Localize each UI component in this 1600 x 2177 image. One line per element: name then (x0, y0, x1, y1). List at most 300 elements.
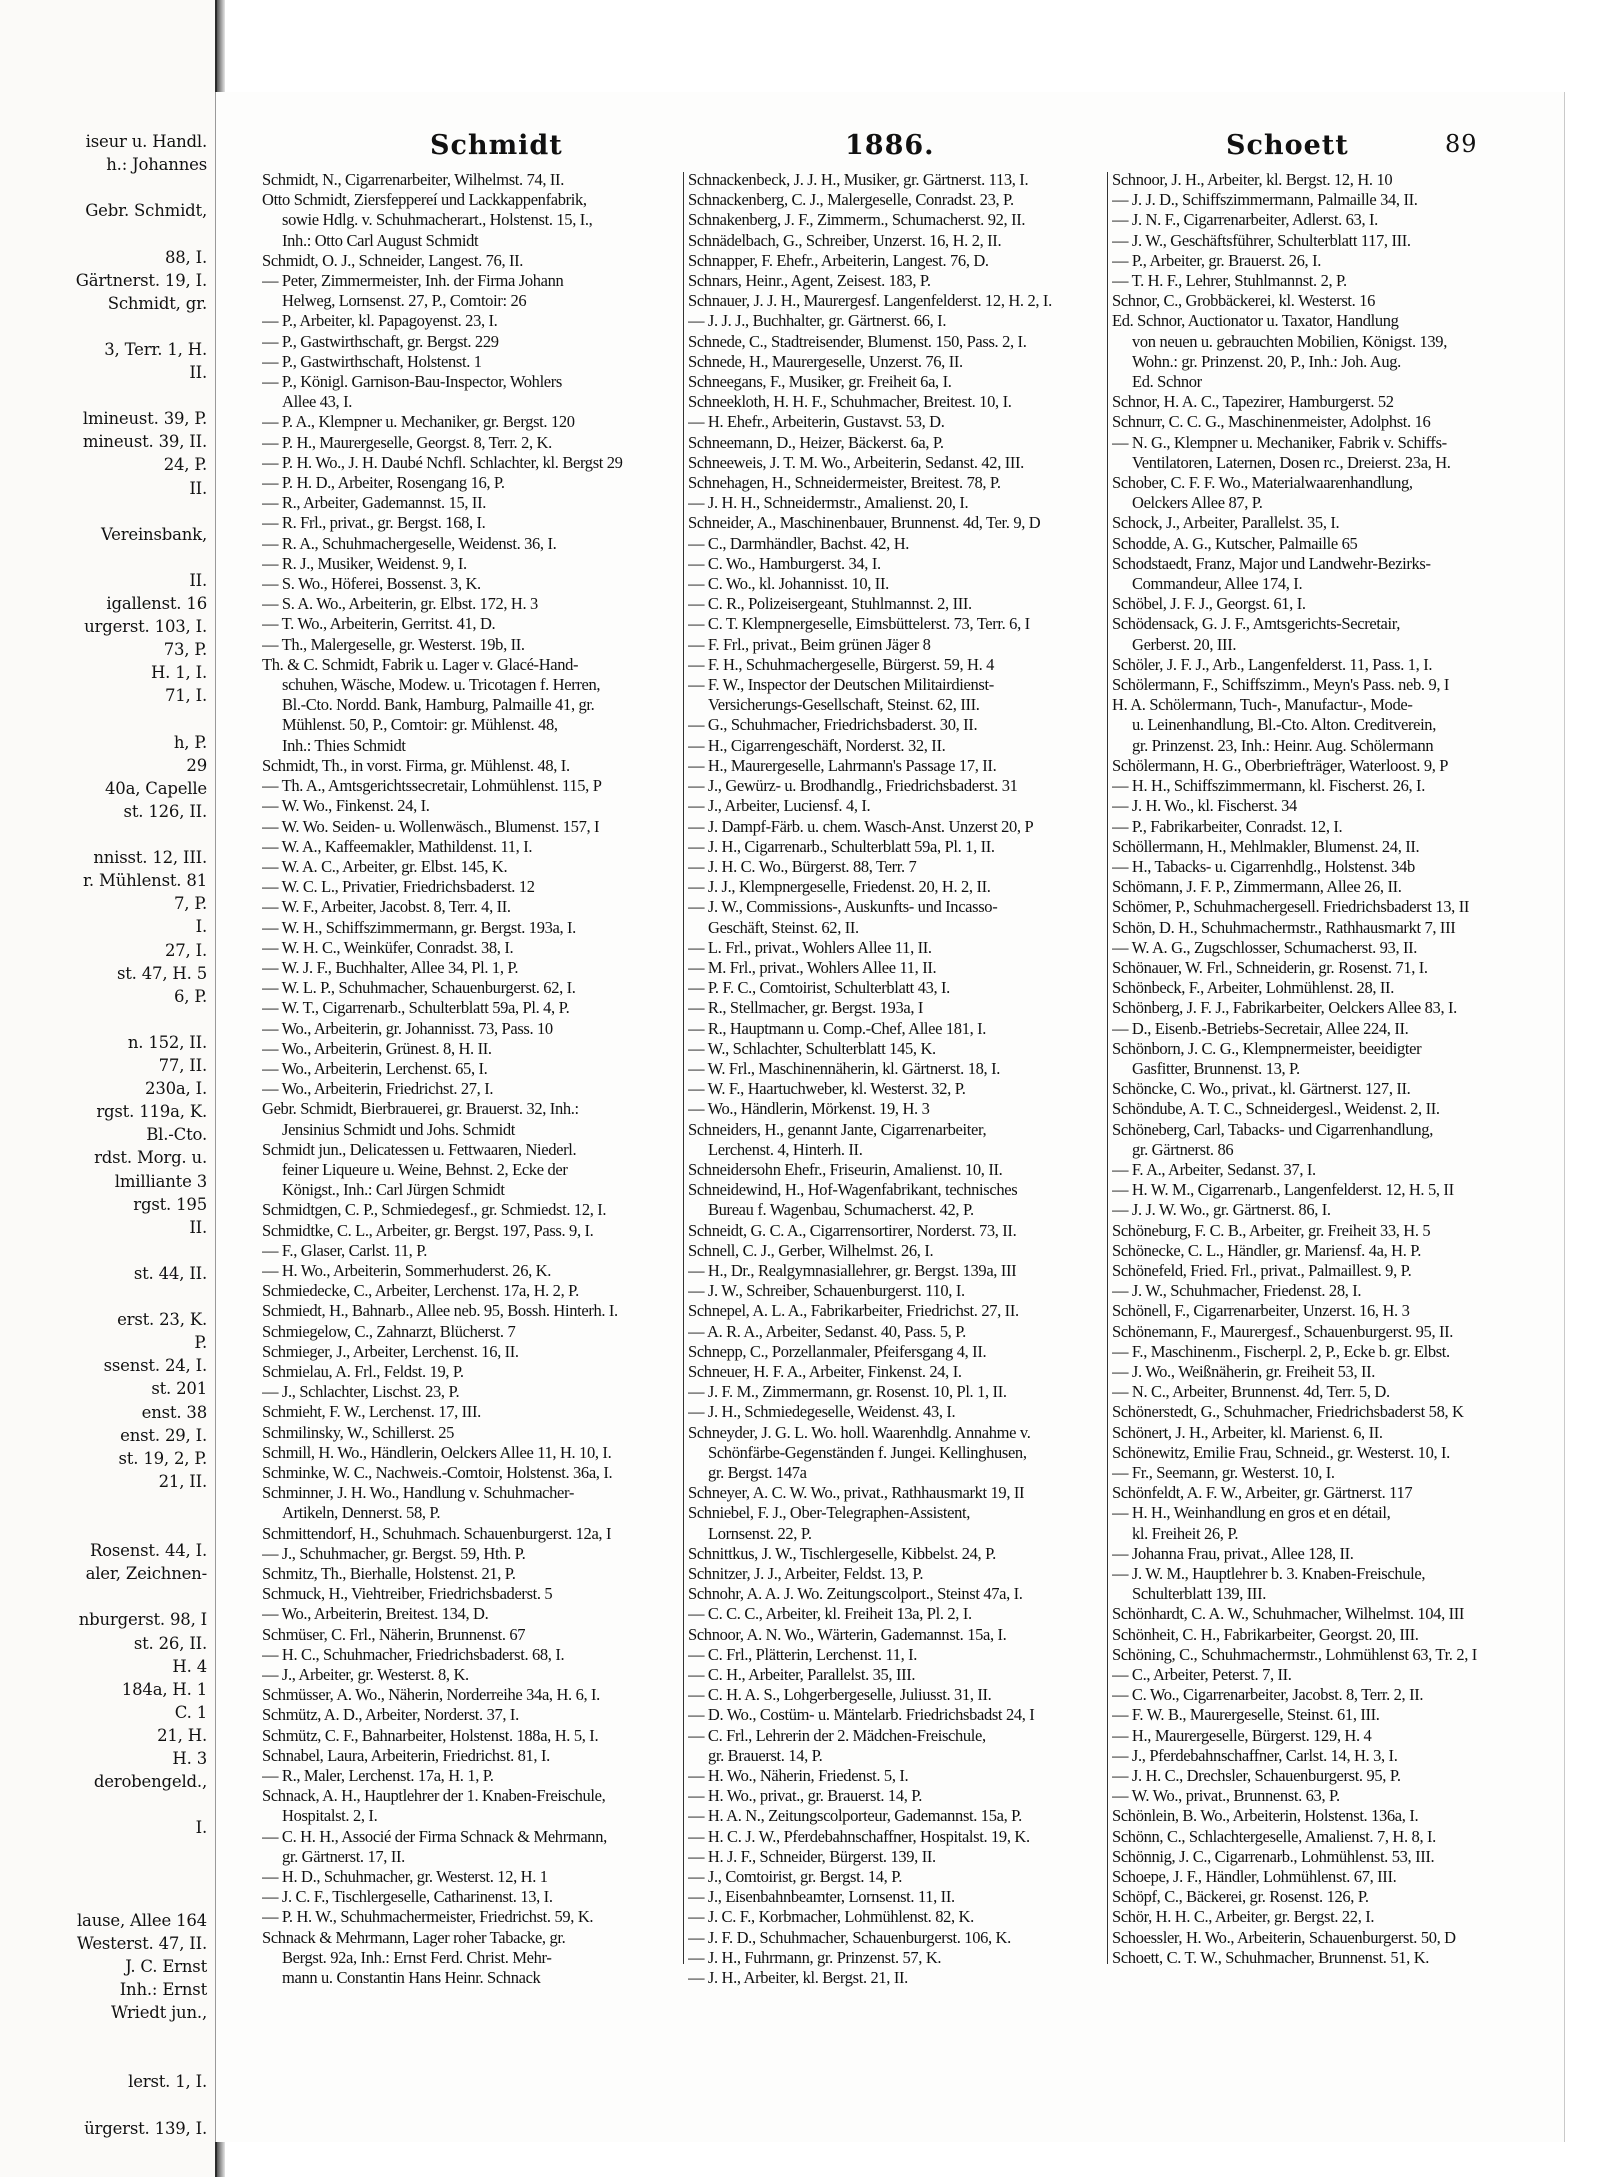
directory-entry-line: Wohn.: gr. Prinzenst. 20, P., Inh.: Joh. Aug. (1132, 351, 1401, 371)
directory-entry-line: — Johanna Frau, privat., Allee 128, II. (1112, 1543, 1354, 1563)
directory-entry-line: — J. H. C., Drechsler, Schauenburgerst. 95, P. (1112, 1766, 1401, 1786)
directory-entry-line: Helweg, Lornsenst. 27, P., Comtoir: 26 (282, 291, 527, 311)
directory-entry-line: — C. Frl., Lehrerin der 2. Mädchen-Freischule, (688, 1725, 986, 1745)
directory-entry-line: — H. W. M., Cigarrenarb., Langenfelderst. 12, H. 5, II (1112, 1180, 1454, 1200)
directory-entry-line: Geschäft, Steinst. 62, II. (708, 917, 859, 937)
directory-entry-line: Schödensack, G. J. F., Amtsgerichts-Secretair, (1112, 614, 1401, 634)
directory-entry-line: Commandeur, Allee 174, I. (1132, 574, 1303, 594)
directory-entry-line: schuhen, Wäsche, Modew. u. Tricotagen f. Herren, (282, 675, 601, 695)
page-number: 89 (1445, 130, 1478, 158)
directory-entry-line: Schmiegelow, C., Zahnarzt, Blücherst. 7 (262, 1321, 516, 1341)
directory-entry-line: Schniebel, F. J., Ober-Telegraphen-Assistent, (688, 1503, 971, 1523)
previous-page-line: 27, I. (164, 940, 207, 960)
directory-entry-line: Schnohr, A. A. J. Wo. Zeitungscolport., Steinst 47a, I. (688, 1584, 1023, 1604)
directory-entry-line: — W. Wo., privat., Brunnenst. 63, P. (1112, 1786, 1340, 1806)
directory-entry-line: Lornsenst. 22, P. (708, 1523, 812, 1543)
directory-entry-line: Schöpf, C., Bäckerei, gr. Rosenst. 126, P. (1112, 1887, 1369, 1907)
previous-page-line: 77, II. (158, 1056, 207, 1075)
directory-entry-line: — S. A. Wo., Arbeiterin, gr. Elbst. 172, H. 3 (262, 594, 538, 614)
directory-entry-line: — J. H., Fuhrmann, gr. Prinzenst. 57, K. (688, 1947, 942, 1967)
directory-entry-line: Schmidtgen, C. P., Schmiedegesf., gr. Schmiedst. 12, I. (262, 1200, 607, 1220)
directory-entry-line: Schöneburg, F. C. B., Arbeiter, gr. Freiheit 33, H. 5 (1112, 1220, 1431, 1240)
directory-entry-line: Bureau f. Wagenbau, Schumacherst. 42, P. (708, 1200, 974, 1220)
directory-entry-line: feiner Liqueure u. Weine, Behnst. 2, Ecke der (282, 1159, 568, 1179)
previous-page-line: lmilliante 3 (114, 1171, 207, 1191)
directory-entry-line: Schmiedecke, C., Arbeiter, Lerchenst. 17a, H. 2, P. (262, 1281, 579, 1301)
previous-page-line: lmineust. 39, P. (82, 409, 207, 429)
directory-entry-line: Schönfärbe-Gegenständen f. Jungei. Kellinghusen, (708, 1442, 1027, 1462)
directory-entry-line: — J. H., Arbeiter, kl. Bergst. 21, II. (688, 1968, 908, 1988)
previous-page-line: 3, Terr. 1, H. (104, 339, 207, 359)
directory-entry-line: Bl.-Cto. Nordd. Bank, Hamburg, Palmaille 41, gr. (282, 695, 595, 715)
directory-entry-line: mann u. Constantin Hans Heinr. Schnack (282, 1968, 541, 1988)
directory-entry-line: — J. W., Schreiber, Schauenburgerst. 110, I. (688, 1281, 965, 1301)
directory-entry-line: — J. F. D., Schuhmacher, Schauenburgerst. 106, K. (688, 1927, 1011, 1947)
directory-entry-line: — Fr., Seemann, gr. Westerst. 10, I. (1112, 1463, 1335, 1482)
directory-entry-line: — F., Maschinenm., Fischerpl. 2, P., Ecke b. gr. Elbst. (1112, 1341, 1450, 1361)
directory-entry-line: — J. C. F., Korbmacher, Lohmühlenst. 82, K. (688, 1907, 974, 1927)
directory-entry-line: — C. R., Polizeisergeant, Stuhlmannst. 2, III. (688, 594, 972, 614)
directory-entry-line: — F. Frl., privat., Beim grünen Jäger 8 (688, 634, 931, 654)
directory-entry-line: — J., Schlachter, Lischst. 23, P. (262, 1382, 460, 1402)
previous-page-line: Westerst. 47, II. (76, 1933, 207, 1953)
directory-entry-line: Schneuer, H. F. A., Arbeiter, Finkenst. 24, I. (688, 1361, 962, 1381)
previous-page-line: H. 1, I. (150, 663, 207, 683)
directory-entry-line: Schnack, A. H., Hauptlehrer der 1. Knaben-Freischule, (262, 1786, 606, 1806)
previous-page-line: 230a, I. (145, 1079, 207, 1099)
directory-entry-line: — J., Arbeiter, gr. Westerst. 8, K. (262, 1665, 469, 1685)
directory-entry-line: Schmidt jun., Delicatessen u. Fettwaaren, Niederl. (262, 1139, 577, 1159)
directory-entry-line: Schnepel, A. L. A., Fabrikarbeiter, Friedrichst. 27, II. (688, 1301, 1019, 1321)
directory-entry-line: Schnakenberg, J. F., Zimmerm., Schumacherst. 92, II. (688, 210, 1026, 230)
directory-entry-line: — T. Wo., Arbeiterin, Gerritst. 41, D. (262, 614, 496, 634)
directory-entry-line: sowie Hdlg. v. Schuhmacherart., Holstenst. 15, I., (282, 210, 593, 230)
directory-entry-line: — P. H. W., Schuhmachermeister, Friedrichst. 59, K. (262, 1907, 594, 1927)
directory-entry-line: Ed. Schnor (1132, 372, 1202, 392)
directory-entry-line: gr. Brauerst. 14, P. (708, 1745, 823, 1765)
directory-entry-line: — W. A. C., Arbeiter, gr. Elbst. 145, K. (262, 856, 508, 876)
directory-entry-line: Schmüser, C. Frl., Näherin, Brunnenst. 67 (262, 1624, 526, 1644)
header-left-catchword: Schmidt (430, 130, 563, 161)
directory-entry-line: Schömer, P., Schuhmachergesell. Friedrichsbaderst 13, II (1112, 897, 1470, 917)
directory-entry-line: — A. R. A., Arbeiter, Sedanst. 40, Pass. 5, P. (688, 1321, 966, 1341)
directory-entry-line: Schönauer, W. Frl., Schneiderin, gr. Rosenst. 71, I. (1112, 957, 1428, 977)
directory-entry-line: — R., Maler, Lerchenst. 17a, H. 1, P. (262, 1766, 494, 1786)
directory-entry-line: Bergst. 92a, Inh.: Ernst Ferd. Christ. Mehr- (282, 1947, 552, 1967)
directory-entry-line: Schnell, C. J., Gerber, Wilhelmst. 26, I. (688, 1240, 934, 1260)
directory-entry-line: Artikeln, Dennerst. 58, P. (282, 1503, 441, 1523)
directory-entry-line: Schönecke, C. L., Händler, gr. Mariensf. 4a, H. P. (1112, 1240, 1422, 1260)
column-rule (1107, 172, 1108, 1964)
previous-page-line: st. 47, H. 5 (116, 963, 207, 983)
directory-entry-line: Schönheit, C. H., Fabrikarbeiter, Georgst. 20, III. (1112, 1624, 1419, 1644)
directory-entry-line: — P. H. D., Arbeiter, Rosengang 16, P. (262, 473, 505, 493)
previous-page-line: Inh.: Ernst (119, 1980, 207, 1999)
directory-entry-line: — H. C., Schuhmacher, Friedrichsbaderst. 68, I. (262, 1644, 565, 1664)
directory-entry-line: Schönefeld, Fried. Frl., privat., Palmaillest. 9, P. (1112, 1260, 1412, 1280)
directory-entry-line: Schnars, Heinr., Agent, Zeisest. 183, P. (688, 271, 931, 291)
directory-entry-line: — W. J. F., Buchhalter, Allee 34, Pl. 1, P. (262, 957, 519, 977)
directory-entry-line: — R., Hauptmann u. Comp.-Chef, Allee 181, I. (688, 1018, 987, 1038)
directory-entry-line: — S. Wo., Höferei, Bossenst. 3, K. (262, 574, 481, 594)
directory-entry-line: — F. A., Arbeiter, Sedanst. 37, I. (1112, 1159, 1316, 1179)
directory-entry-line: Th. & C. Schmidt, Fabrik u. Lager v. Glacé-Hand- (262, 654, 579, 674)
directory-entry-line: Schnehagen, H., Schneidermeister, Breitest. 78, P. (688, 473, 1001, 493)
directory-entry-line: Schönewitz, Emilie Frau, Schneid., gr. Westerst. 10, I. (1112, 1442, 1450, 1462)
previous-page-line: II. (189, 570, 207, 590)
previous-page-line: H. 4 (172, 1656, 207, 1676)
directory-entry-line: — H. Wo., Arbeiterin, Sommerhuderst. 26, K. (262, 1260, 551, 1280)
directory-entry-line: — C. H., Arbeiter, Parallelst. 35, III. (688, 1665, 916, 1685)
previous-page-line: J. C. Ernst (125, 1956, 207, 1976)
previous-page-fragment (0, 0, 217, 2177)
directory-entry-line: Schnauer, J. J. H., Maurergesf. Langenfelderst. 12, H. 2, I. (688, 291, 1052, 311)
directory-entry-line: Schnurr, C. C. G., Maschinenmeister, Adolphst. 16 (1112, 412, 1431, 432)
directory-entry-line: — W. Frl., Maschinennäherin, kl. Gärtnerst. 18, I. (688, 1058, 1000, 1078)
directory-entry-line: — F. W. B., Maurergeselle, Steinst. 61, III. (1112, 1705, 1380, 1725)
directory-entry-line: Hospitalst. 2, I. (282, 1806, 378, 1826)
directory-entry-line: — Th., Malergeselle, gr. Westerst. 19b, II. (262, 634, 525, 654)
directory-entry-line: — J. W., Schuhmacher, Friedenst. 28, I. (1112, 1281, 1362, 1301)
previous-page-line: igallenst. 16 (106, 594, 207, 613)
directory-entry-line: Schönnig, J. C., Cigarrenarb., Lohmühlenst. 53, III. (1112, 1846, 1435, 1866)
directory-entry-line: — H. A. N., Zeitungscolporteur, Gademannst. 15a, P. (688, 1806, 1022, 1826)
directory-entry-line: Schnoor, J. H., Arbeiter, kl. Bergst. 12, H. 10 (1112, 170, 1393, 189)
directory-entry-line: Schminner, J. H. Wo., Handlung v. Schuhmacher- (262, 1483, 574, 1503)
previous-page-line: nnisst. 12, III. (93, 848, 207, 868)
directory-entry-line: — J. J. D., Schiffszimmermann, Palmaille 34, II. (1112, 190, 1418, 210)
previous-page-line: Vereinsbank, (100, 524, 207, 544)
directory-entry-line: — W. C. L., Privatier, Friedrichsbaderst. 12 (262, 877, 535, 897)
directory-entry-line: — P., Arbeiter, kl. Papagoyenst. 23, I. (262, 311, 498, 331)
previous-page-line: II. (189, 478, 207, 498)
directory-entry-line: — Th. A., Amtsgerichtssecretair, Lohmühlenst. 115, P (262, 776, 602, 796)
directory-entry-line: — T. H. F., Lehrer, Stuhlmannst. 2, P. (1112, 271, 1347, 291)
directory-entry-line: Schneidt, G. C. A., Cigarrensortirer, Norderst. 73, II. (688, 1220, 1017, 1240)
previous-page-line: 73, P. (163, 640, 207, 660)
previous-page-line: C. 1 (174, 1702, 207, 1722)
directory-entry-line: Schmill, H. Wo., Händlerin, Oelckers Allee 11, H. 10, I. (262, 1442, 612, 1462)
directory-entry-line: — G., Schuhmacher, Friedrichsbaderst. 30, II. (688, 715, 978, 735)
previous-page-line: st. 26, II. (133, 1633, 207, 1653)
directory-entry-line: — P., Fabrikarbeiter, Conradst. 12, I. (1112, 816, 1343, 836)
directory-entry-line: Schoepe, J. F., Händler, Lohmühlenst. 67, III. (1112, 1867, 1397, 1887)
directory-entry-line: Schoessler, H. Wo., Arbeiterin, Schauenburgerst. 50, D (1112, 1927, 1456, 1947)
previous-page-line: 6, P. (174, 986, 207, 1006)
previous-page-line: rgst. 195 (133, 1194, 207, 1214)
directory-entry-line: — H., Maurergeselle, Bürgerst. 129, H. 4 (1112, 1725, 1372, 1745)
directory-entry-line: Schöler, J. F. J., Arb., Langenfelderst. 11, Pass. 1, I. (1112, 654, 1433, 674)
directory-entry-line: — P., Gastwirthschaft, Holstenst. 1 (262, 351, 482, 371)
directory-entry-line: Schneegans, F., Musiker, gr. Freiheit 6a, I. (688, 372, 952, 392)
directory-entry-line: — Wo., Arbeiterin, Breitest. 134, D. (262, 1604, 489, 1624)
directory-entry-line: Schneeweis, J. T. M. Wo., Arbeiterin, Sedanst. 42, III. (688, 452, 1024, 472)
directory-entry-line: Schönhardt, C. A. W., Schuhmacher, Wilhelmst. 104, III (1112, 1604, 1465, 1624)
directory-entry-line: — C., Darmhändler, Bachst. 42, H. (688, 533, 910, 553)
directory-entry-line: Schneemann, D., Heizer, Bäckerst. 6a, P. (688, 432, 944, 452)
directory-entry-line: Schmitz, Th., Bierhalle, Holstenst. 21, P. (262, 1564, 516, 1584)
directory-entry-line: Schmiedt, H., Bahnarb., Allee neb. 95, Bossh. Hinterh. I. (262, 1301, 618, 1321)
directory-entry-line: — P. F. C., Comtoirist, Schulterblatt 43, I. (688, 978, 950, 998)
previous-page-line: enst. 38 (141, 1402, 207, 1422)
previous-page-line: II. (189, 1217, 207, 1237)
directory-entry-line: — J., Eisenbahnbeamter, Lornsenst. 11, II. (688, 1887, 955, 1907)
directory-entry-line: Schmütz, C. F., Bahnarbeiter, Holstenst. 188a, H. 5, I. (262, 1725, 599, 1745)
directory-entry-line: Schönn, C., Schlachtergeselle, Amalienst. 7, H. 8, I. (1112, 1826, 1436, 1846)
previous-page-line: 71, I. (164, 686, 207, 706)
directory-entry-line: Schölermann, F., Schiffszimm., Meyn's Pass. neb. 9, I (1112, 675, 1450, 695)
previous-page-line: Gärtnerst. 19, I. (75, 270, 207, 290)
directory-entry-line: — W. A. G., Zugschlosser, Schumacherst. 93, II. (1112, 937, 1418, 957)
directory-entry-line: — C. C. C., Arbeiter, kl. Freiheit 13a, Pl. 2, I. (688, 1604, 972, 1624)
previous-page-line: h, P. (173, 732, 207, 752)
directory-column-1 (262, 170, 680, 2110)
directory-entry-line: — J. W. M., Hauptlehrer b. 3. Knaben-Freischule, (1112, 1564, 1426, 1584)
directory-entry-line: Schnor, C., Grobbäckerei, kl. Westerst. 16 (1112, 291, 1375, 311)
directory-entry-line: Lerchenst. 4, Hinterh. II. (708, 1139, 863, 1159)
directory-entry-line: — H. Wo., privat., gr. Brauerst. 14, P. (688, 1786, 923, 1806)
directory-entry-line: Schönberg, J. F. J., Fabrikarbeiter, Oelckers Allee 83, I. (1112, 998, 1457, 1018)
directory-entry-line: — C. H. H., Associé der Firma Schnack & Mehrmann, (262, 1826, 607, 1846)
directory-entry-line: — J. W., Geschäftsführer, Schulterblatt 117, III. (1112, 230, 1411, 250)
directory-entry-line: — Wo., Arbeiterin, gr. Johannisst. 73, Pass. 10 (262, 1018, 553, 1038)
previous-page-line: iseur u. Handl. (85, 132, 207, 151)
directory-entry-line: — J., Comtoirist, gr. Bergst. 14, P. (688, 1867, 903, 1887)
directory-entry-line: — J., Schuhmacher, gr. Bergst. 59, Hth. P. (262, 1543, 526, 1563)
directory-entry-line: — P. H. Wo., J. H. Daubé Nchfl. Schlachter, kl. Bergst 29 (262, 452, 623, 472)
previous-page-line: 21, H. (157, 1725, 207, 1745)
directory-entry-line: — L. Frl., privat., Wohlers Allee 11, II. (688, 937, 932, 957)
previous-page-line: st. 126, II. (123, 801, 207, 821)
directory-entry-line: — J. C. F., Tischlergeselle, Catharinenst. 13, I. (262, 1887, 553, 1907)
directory-entry-line: Schnackenberg, C. J., Malergeselle, Conradst. 23, P. (688, 190, 1014, 210)
directory-entry-line: Schneyer, A. C. W. Wo., privat., Rathhausmarkt 19, II (688, 1483, 1025, 1503)
directory-entry-line: — F. H., Schuhmachergeselle, Bürgerst. 59, H. 4 (688, 654, 995, 674)
directory-entry-line: Schnittkus, J. W., Tischlergeselle, Kibbelst. 24, P. (688, 1543, 996, 1563)
directory-entry-line: — Wo., Arbeiterin, Grünest. 8, H. II. (262, 1038, 492, 1058)
directory-entry-line: Schöneberg, Carl, Tabacks- und Cigarrenhandlung, (1112, 1119, 1433, 1139)
previous-page-line: 29 (186, 755, 207, 775)
directory-entry-line: Schölermann, H. G., Oberbriefträger, Waterloost. 9, P (1112, 755, 1449, 775)
directory-entry-line: Schmittendorf, H., Schuhmach. Schauenburgerst. 12a, I (262, 1523, 612, 1543)
previous-page-line: erst. 23, K. (117, 1310, 207, 1330)
directory-entry-line: — F., Glaser, Carlst. 11, P. (262, 1240, 427, 1260)
previous-page-line: rdst. Morg. u. (94, 1148, 207, 1168)
directory-entry-line: Schmidt, O. J., Schneider, Langest. 76, II. (262, 250, 524, 270)
directory-entry-line: Schnädelbach, G., Schreiber, Unzerst. 16, H. 2, II. (688, 230, 1002, 250)
directory-entry-line: — C. T. Klempnergeselle, Eimsbüttelerst. 73, Terr. 6, I (688, 614, 1030, 634)
directory-entry-line: — R., Arbeiter, Gademannst. 15, II. (262, 493, 486, 513)
directory-entry-line: Schminke, W. C., Nachweis.-Comtoir, Holstenst. 36a, I. (262, 1463, 613, 1482)
directory-entry-line: — H. Ehefr., Arbeiterin, Gustavst. 53, D. (688, 412, 945, 432)
directory-entry-line: Schöbel, J. F. J., Georgst. 61, I. (1112, 594, 1306, 614)
directory-entry-line: — H. H., Schiffszimmermann, kl. Fischerst. 26, I. (1112, 776, 1425, 796)
previous-page-line: Wriedt jun., (110, 2003, 207, 2023)
previous-page-line: I. (195, 917, 207, 937)
previous-page-line: 24, P. (163, 455, 207, 475)
directory-entry-line: — J. H. H., Schneidermstr., Amalienst. 20, I. (688, 493, 969, 513)
previous-page-line: H. 3 (172, 1749, 207, 1768)
directory-entry-line: — D. Wo., Costüm- u. Mäntelarb. Friedrichsbadst 24, I (688, 1705, 1035, 1725)
directory-entry-line: — H. C. J. W., Pferdebahnschaffner, Hospitalst. 19, K. (688, 1826, 1030, 1846)
directory-entry-line: Ventilatoren, Laternen, Dosen rc., Dreierst. 23a, H. (1132, 452, 1451, 472)
directory-entry-line: Schnede, H., Maurergeselle, Unzerst. 76, II. (688, 351, 963, 371)
directory-entry-line: — W. L. P., Schuhmacher, Schauenburgerst. 62, I. (262, 978, 576, 998)
directory-entry-line: — C. Wo., Hamburgerst. 34, I. (688, 553, 881, 573)
directory-entry-line: Gebr. Schmidt, Bierbrauerei, gr. Brauerst. 32, Inh.: (262, 1099, 579, 1119)
directory-entry-line: — P., Gastwirthschaft, gr. Bergst. 229 (262, 331, 499, 351)
directory-entry-line: — Wo., Arbeiterin, Lerchenst. 65, I. (262, 1058, 488, 1078)
directory-entry-line: — H. J. F., Schneider, Bürgerst. 139, II. (688, 1846, 936, 1866)
directory-entry-line: Schmieger, J., Arbeiter, Lerchenst. 16, II. (262, 1341, 519, 1361)
directory-entry-line: Schnackenbeck, J. J. H., Musiker, gr. Gärtnerst. 113, I. (688, 170, 1029, 189)
directory-entry-line: — J. J., Klempnergeselle, Friedenst. 20, H. 2, II. (688, 877, 991, 897)
directory-entry-line: Schönborn, J. C. G., Klempnermeister, beeidigter (1112, 1038, 1422, 1058)
directory-column-2 (688, 170, 1106, 2110)
directory-entry-line: — J., Gewürz- u. Brodhandlg., Friedrichsbaderst. 31 (688, 776, 1018, 796)
directory-entry-line: — W. Wo., Finkenst. 24, I. (262, 796, 430, 816)
directory-entry-line: Schmidt, N., Cigarrenarbeiter, Wilhelmst. 74, II. (262, 170, 564, 189)
directory-entry-line: Schneidersohn Ehefr., Friseurin, Amalienst. 10, II. (688, 1159, 1003, 1179)
directory-entry-line: Schnabel, Laura, Arbeiterin, Friedrichst. 81, I. (262, 1745, 550, 1765)
directory-entry-line: Schulterblatt 139, III. (1132, 1584, 1266, 1604)
directory-entry-line: Schmilinsky, W., Schillerst. 25 (262, 1422, 455, 1442)
directory-entry-line: — W. T., Cigarrenarb., Schulterblatt 59a, Pl. 4, P. (262, 998, 570, 1018)
previous-page-line: 7, P. (174, 894, 207, 914)
previous-page-line: 184a, H. 1 (121, 1679, 207, 1699)
directory-entry-line: Schmielau, A. Frl., Feldst. 19, P. (262, 1361, 464, 1381)
directory-entry-line: — P. H., Maurergeselle, Georgst. 8, Terr. 2, K. (262, 432, 552, 452)
previous-page-line: st. 44, II. (133, 1263, 207, 1283)
directory-entry-line: Schör, H. H. C., Arbeiter, gr. Bergst. 22, I. (1112, 1907, 1375, 1927)
directory-entry-line: — P. A., Klempner u. Mechaniker, gr. Bergst. 120 (262, 412, 575, 432)
directory-entry-line: gr. Bergst. 147a (708, 1463, 807, 1482)
directory-entry-line: Schnack & Mehrmann, Lager roher Tabacke, gr. (262, 1927, 566, 1947)
directory-entry-line: — P., Arbeiter, gr. Brauerst. 26, I. (1112, 250, 1321, 270)
previous-page-line: st. 19, 2, P. (118, 1448, 207, 1468)
directory-entry-line: — F. W., Inspector der Deutschen Militairdienst- (688, 675, 994, 695)
directory-entry-line: Schmütz, A. D., Arbeiter, Norderst. 37, I. (262, 1705, 519, 1725)
directory-entry-line: Schodde, A. G., Kutscher, Palmaille 65 (1112, 533, 1358, 553)
directory-entry-line: — R. A., Schuhmachergeselle, Weidenst. 36, I. (262, 533, 557, 553)
directory-entry-line: Schnapper, F. Ehefr., Arbeiterin, Langest. 76, D. (688, 250, 989, 270)
directory-entry-line: — H. D., Schuhmacher, gr. Westerst. 12, H. 1 (262, 1867, 548, 1887)
previous-page-line: I. (195, 1818, 207, 1838)
previous-page-line: ssenst. 24, I. (103, 1356, 207, 1376)
directory-entry-line: Schöncke, C. Wo., privat., kl. Gärtnerst. 127, II. (1112, 1079, 1411, 1099)
header-year: 1886. (845, 130, 935, 161)
directory-entry-line: Schöndube, A. T. C., Schneidergesl., Weidenst. 2, II. (1112, 1099, 1440, 1119)
directory-entry-line: — J. J. J., Buchhalter, gr. Gärtnerst. 66, I. (688, 311, 947, 331)
previous-page-line: lause, Allee 164 (76, 1910, 207, 1930)
directory-entry-line: Schmidt, Th., in vorst. Firma, gr. Mühlenst. 48, I. (262, 755, 570, 775)
directory-entry-line: Schoett, C. T. W., Schuhmacher, Brunnenst. 51, K. (1112, 1947, 1430, 1967)
directory-entry-line: — P., Königl. Garnison-Bau-Inspector, Wohlers (262, 372, 562, 392)
directory-entry-line: — J. H., Schmiedegeselle, Weidenst. 43, I. (688, 1402, 956, 1422)
directory-entry-line: — W. H., Schiffszimmermann, gr. Bergst. 193a, I. (262, 917, 576, 937)
previous-page-line: derobengeld., (93, 1772, 207, 1792)
directory-entry-line: — J. H. C. Wo., Bürgerst. 88, Terr. 7 (688, 856, 917, 876)
directory-entry-line: — J. F. M., Zimmermann, gr. Rosenst. 10, Pl. 1, II. (688, 1382, 1007, 1402)
directory-entry-line: Königst., Inh.: Carl Jürgen Schmidt (282, 1180, 505, 1200)
previous-page-line: lerst. 1, I. (128, 2072, 207, 2092)
directory-entry-line: Mühlenst. 50, P., Comtoir: gr. Mühlenst. 48, (282, 715, 558, 735)
previous-page-line: ürgerst. 139, I. (84, 2118, 207, 2138)
directory-entry-line: von neuen u. gebrauchten Mobilien, Königst. 139, (1132, 331, 1447, 351)
directory-entry-line: Schneiders, H., genannt Jante, Cigarrenarbeiter, (688, 1119, 987, 1139)
directory-entry-line: — M. Frl., privat., Wohlers Allee 11, II. (688, 957, 937, 977)
directory-entry-line: — J., Pferdebahnschaffner, Carlst. 14, H. 3, I. (1112, 1745, 1398, 1765)
directory-entry-line: H. A. Schölermann, Tuch-, Manufactur-, Mode- (1112, 695, 1413, 715)
directory-entry-line: Schnor, H. A. C., Tapezirer, Hamburgerst. 52 (1112, 392, 1394, 412)
directory-entry-line: Schömann, J. F. P., Zimmermann, Allee 26, II. (1112, 877, 1402, 897)
directory-entry-line: — C. H. A. S., Lohgerbergeselle, Juliusst. 31, II. (688, 1685, 992, 1705)
directory-entry-line: Schneekloth, H. H. F., Schuhmacher, Breitest. 10, I. (688, 392, 1012, 412)
directory-entry-line: — H., Maurergeselle, Lahrmann's Passage 17, II. (688, 755, 997, 775)
directory-entry-line: — N. C., Arbeiter, Brunnenst. 4d, Terr. 5, D. (1112, 1382, 1390, 1402)
directory-entry-line: — Peter, Zimmermeister, Inh. der Firma Johann (262, 271, 564, 291)
directory-entry-line: — H., Cigarrengeschäft, Norderst. 32, II. (688, 735, 946, 755)
directory-entry-line: gr. Prinzenst. 23, Inh.: Heinr. Aug. Schölermann (1132, 735, 1434, 755)
directory-entry-line: Schnede, C., Stadtreisender, Blumenst. 150, Pass. 2, I. (688, 331, 1027, 351)
page-header (230, 130, 1550, 170)
directory-entry-line: Schöllermann, H., Mehlmakler, Blumenst. 24, II. (1112, 836, 1420, 856)
directory-entry-line: Schöning, C., Schuhmachermstr., Lohmühlenst 63, Tr. 2, I (1112, 1644, 1477, 1664)
directory-entry-line: — J. W., Commissions-, Auskunfts- und Incasso- (688, 897, 998, 917)
directory-entry-line: Schönell, F., Cigarrenarbeiter, Unzerst. 16, H. 3 (1112, 1301, 1410, 1321)
previous-page-line: Gebr. Schmidt, (85, 201, 207, 221)
previous-page-line: rgst. 119a, K. (96, 1102, 207, 1122)
directory-entry-line: Ed. Schnor, Auctionator u. Taxator, Handlung (1112, 311, 1399, 331)
directory-entry-line: — R. J., Musiker, Weidenst. 9, I. (262, 553, 467, 573)
directory-entry-line: Oelckers Allee 87, P. (1132, 493, 1263, 513)
directory-entry-line: Allee 43, I. (282, 392, 353, 412)
directory-entry-line: kl. Freiheit 26, P. (1132, 1523, 1239, 1543)
directory-entry-line: Schönerstedt, G., Schuhmacher, Friedrichsbaderst 58, K (1112, 1402, 1464, 1422)
previous-page-line: 21, II. (158, 1471, 207, 1491)
directory-entry-line: — C. Wo., kl. Johannisst. 10, II. (688, 574, 889, 594)
directory-entry-line: Schön, D. H., Schuhmachermstr., Rathhausmarkt 7, III (1112, 917, 1456, 937)
directory-entry-line: Schnitzer, J. J., Arbeiter, Feldst. 13, P. (688, 1564, 924, 1584)
directory-entry-line: Schmidtke, C. L., Arbeiter, gr. Bergst. 197, Pass. 9, I. (262, 1220, 594, 1240)
directory-entry-line: — C., Arbeiter, Peterst. 7, II. (1112, 1665, 1292, 1685)
directory-entry-line: — J. H., Cigarrenarb., Schulterblatt 59a, Pl. 1, II. (688, 836, 995, 856)
directory-entry-line: Versicherungs-Gesellschaft, Steinst. 62, III. (708, 695, 980, 715)
previous-page-line: Schmidt, gr. (107, 293, 207, 313)
directory-entry-line: Schönemann, F., Maurergesf., Schauenburgerst. 95, II. (1112, 1321, 1454, 1341)
directory-entry-line: Jensinius Schmidt und Johs. Schmidt (282, 1119, 515, 1139)
directory-entry-line: — Wo., Arbeiterin, Friedrichst. 27, I. (262, 1079, 494, 1099)
previous-page-line: Rosenst. 44, I. (89, 1541, 207, 1561)
directory-entry-line: Schönfeldt, A. F. W., Arbeiter, gr. Gärtnerst. 117 (1112, 1483, 1413, 1503)
directory-entry-line: — H. Wo., Näherin, Friedenst. 5, I. (688, 1766, 909, 1786)
directory-entry-line: — W. F., Arbeiter, Jacobst. 8, Terr. 4, II. (262, 897, 511, 917)
directory-entry-line: Schönert, J. H., Arbeiter, kl. Marienst. 6, II. (1112, 1422, 1383, 1442)
directory-entry-line: — W. A., Kaffeemakler, Mathildenst. 11, I. (262, 836, 533, 856)
directory-entry-line: u. Leinenhandlung, Bl.-Cto. Alton. Creditverein, (1132, 715, 1436, 735)
directory-entry-line: Gasfitter, Brunnenst. 13, P. (1132, 1058, 1300, 1078)
directory-entry-line: — D., Eisenb.-Betriebs-Secretair, Allee 224, II. (1112, 1018, 1409, 1038)
directory-entry-line: — H. H., Weinhandlung en gros et en détail, (1112, 1503, 1391, 1523)
directory-entry-line: — W. H. C., Weinküfer, Conradst. 38, I. (262, 937, 514, 957)
directory-entry-line: Schnoor, A. N. Wo., Wärterin, Gademannst. 15a, I. (688, 1624, 1007, 1644)
directory-entry-line: — J. N. F., Cigarrenarbeiter, Adlerst. 63, I. (1112, 210, 1378, 230)
previous-page-line: Bl.-Cto. (146, 1125, 207, 1145)
directory-entry-line: — J. Dampf-Färb. u. chem. Wasch-Anst. Unzerst 20, P (688, 816, 1034, 836)
directory-entry-line: — H., Dr., Realgymnasiallehrer, gr. Bergst. 139a, III (688, 1260, 1017, 1280)
directory-entry-line: — W. F., Haartuchweber, kl. Westerst. 32, P. (688, 1079, 966, 1099)
previous-page-line: 40a, Capelle (104, 778, 207, 798)
